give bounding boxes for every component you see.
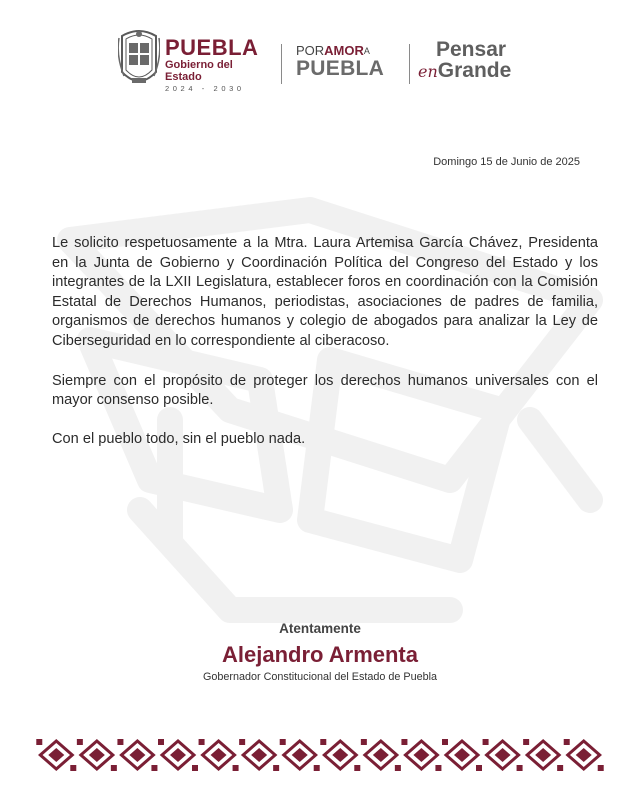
ornament-tile [36, 739, 76, 771]
header-divider [281, 44, 282, 84]
slogan-pensar-en-grande [418, 39, 538, 83]
letterhead [0, 24, 640, 100]
ornament-tile [361, 739, 401, 771]
closing-salutation: Atentamente [279, 621, 361, 636]
slogan-por-amor-a-puebla [296, 43, 396, 79]
footer-ornament-icon [36, 738, 604, 772]
slogan-en: en [418, 62, 438, 81]
slogan-amor: AMOR [324, 43, 364, 58]
slogan-a: A [363, 46, 370, 57]
signatory-title: Gobernador Constitucional del Estado de Puebla [202, 671, 438, 683]
ornament-tile [199, 739, 239, 771]
ornament-tile [523, 739, 563, 771]
brand-block [165, 37, 270, 94]
ornament-tile [280, 739, 320, 771]
brand-years: 2024 - 2030 [165, 84, 245, 93]
body-paragraph: Le solicito respetuosamente a la Mtra. Laura Artemisa García Chávez, Presidenta en la Junta de Gobierno y Coordinación Política del Congreso del Estado y los integrantes de la LXII Legislatura, establecer foros en coordinación con la Comisión Estatal de Derechos Humanos, periodistas, asociaciones de padres de familia, organismos de derechos humanos y colegio de abogados para analizar la Ley de Ciberseguridad en lo correspondiente al ciberacoso. [52, 235, 598, 349]
slogan-pensar: Pensar [436, 38, 507, 61]
header-divider [409, 44, 410, 84]
brand-subtitle: Gobierno del Estado [165, 59, 233, 83]
ornament-tile [483, 739, 523, 771]
ornament-tile [564, 739, 604, 771]
letter-date: Domingo 15 de Junio de 2025 [433, 156, 580, 168]
brand-name: PUEBLA [165, 35, 259, 60]
state-coat-of-arms-icon [118, 26, 160, 92]
ornament-tile [239, 739, 279, 771]
ornament-tile [401, 739, 441, 771]
signature-block [120, 620, 520, 684]
body-paragraph: Siempre con el propósito de proteger los derechos humanos universales con el mayor consenso posible. [52, 372, 598, 409]
ornament-tile [117, 739, 157, 771]
ornament-tile [320, 739, 360, 771]
slogan-por: POR [296, 43, 325, 58]
ornament-tile [442, 739, 482, 771]
signatory-name: Alejandro Armenta [221, 642, 418, 667]
body-paragraph: Con el pueblo todo, sin el pueblo nada. [52, 430, 306, 447]
letter-body [52, 234, 598, 449]
ornament-tile [158, 739, 198, 771]
slogan-puebla: PUEBLA [296, 57, 385, 81]
ornament-tile [77, 739, 117, 771]
slogan-grande: Grande [437, 59, 512, 82]
